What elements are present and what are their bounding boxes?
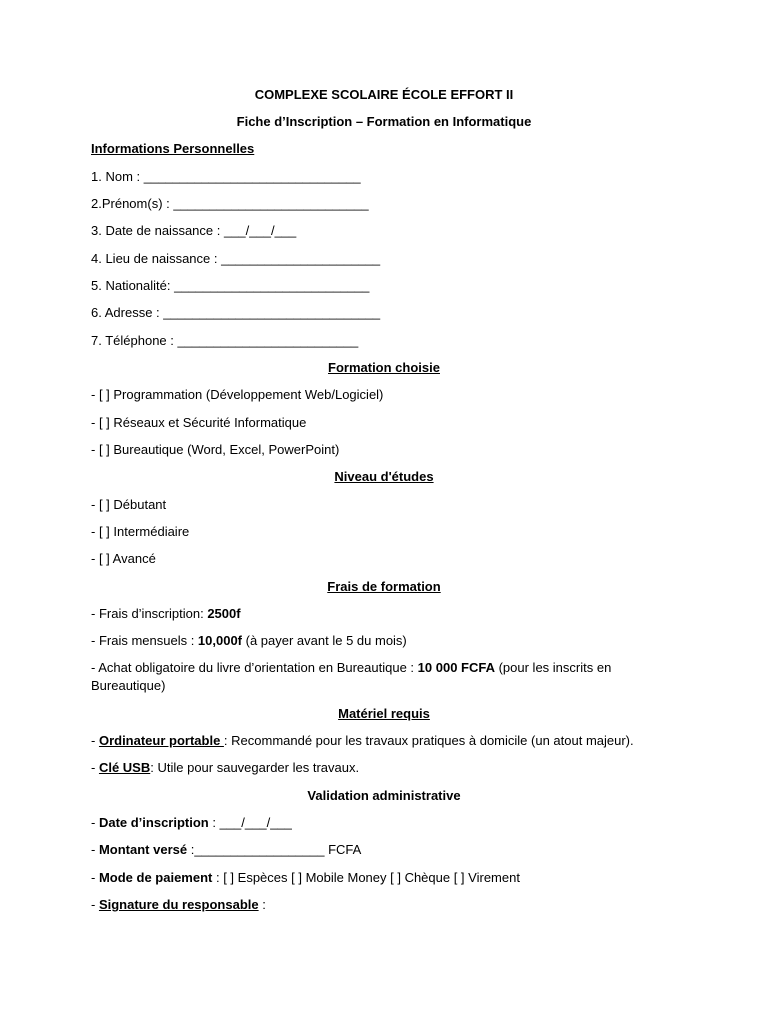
personal-info-heading: Informations Personnelles	[91, 141, 255, 156]
field-date-naissance: 3. Date de naissance : ___/___/___	[91, 223, 297, 238]
validation-montant-value: :__________________ FCFA	[187, 842, 362, 857]
validation-montant-label: Montant versé	[98, 842, 188, 857]
form-title: Fiche d’Inscription – Formation en Informatique	[236, 114, 532, 129]
materiel-cle-usb	[91, 760, 359, 776]
materiel-cle-prefix: -	[91, 760, 99, 775]
frais-inscription-value: 2500f	[207, 606, 241, 621]
field-nom: 1. Nom : ______________________________	[91, 169, 361, 184]
frais-inscription	[91, 606, 241, 622]
field-nationalite: 5. Nationalité: ___________________________	[91, 278, 370, 293]
validation-signature-value: :	[258, 897, 266, 912]
option-programmation: - [ ] Programmation (Développement Web/Logiciel)	[91, 387, 384, 402]
materiel-heading: Matériel requis	[338, 706, 430, 721]
validation-mode-value: : [ ] Espèces [ ] Mobile Money [ ] Chèque [ ] Virement	[212, 870, 520, 885]
option-debutant: - [ ] Débutant	[91, 497, 167, 512]
validation-mode: - Mode de paiement : [ ] Espèces [ ] Mobile Money [ ] Chèque [ ] Virement	[91, 870, 520, 885]
validation-date-label: Date d’inscription	[98, 815, 209, 830]
frais-livre-label: - Achat obligatoire du livre d’orientation en Bureautique :	[91, 660, 418, 675]
materiel-ordinateur-label: Ordinateur portable	[98, 733, 224, 748]
formation-heading: Formation choisie	[328, 360, 440, 375]
validation-montant: - Montant versé :__________________ FCFA	[91, 842, 362, 857]
materiel-ordinateur-prefix: -	[91, 733, 99, 748]
option-intermediaire: - [ ] Intermédiaire	[91, 524, 190, 539]
frais-livre	[91, 659, 651, 695]
frais-mensuels-note: (à payer avant le 5 du mois)	[242, 633, 407, 648]
frais-livre-note: (pour les inscrits en Bureautique)	[91, 660, 612, 693]
materiel-ordinateur	[91, 733, 634, 749]
frais-mensuels-value: 10,000f	[197, 633, 243, 648]
materiel-cle-label: Clé USB	[98, 760, 151, 775]
materiel-cle-text: : Utile pour sauvegarder les travaux.	[150, 760, 360, 775]
materiel-ordinateur-text: : Recommandé pour les travaux pratiques à domicile (un atout majeur).	[223, 733, 634, 748]
validation-mode-label: Mode de paiement	[98, 870, 213, 885]
frais-mensuels-label: - Frais mensuels :	[91, 633, 198, 648]
validation-heading: Validation administrative	[307, 788, 461, 803]
field-telephone: 7. Téléphone : _________________________	[91, 333, 359, 348]
option-bureautique: - [ ] Bureautique (Word, Excel, PowerPoint)	[91, 442, 340, 457]
field-lieu-naissance: 4. Lieu de naissance : ______________________	[91, 251, 381, 266]
frais-inscription-label: - Frais d’inscription:	[91, 606, 208, 621]
validation-date-value: : ___/___/___	[208, 815, 292, 830]
school-name: COMPLEXE SCOLAIRE ÉCOLE EFFORT II	[254, 87, 514, 102]
option-avance: - [ ] Avancé	[91, 551, 156, 566]
frais-livre-value: 10 000 FCFA	[417, 660, 495, 675]
validation-date: - Date d’inscription : ___/___/___	[91, 815, 292, 830]
frais-mensuels	[91, 633, 407, 649]
niveau-heading: Niveau d'études	[334, 469, 434, 484]
validation-signature-label: Signature du responsable	[98, 897, 259, 912]
option-reseaux: - [ ] Réseaux et Sécurité Informatique	[91, 415, 307, 430]
field-adresse: 6. Adresse : ______________________________	[91, 305, 381, 320]
field-prenom: 2.Prénom(s) : ___________________________	[91, 196, 369, 211]
validation-signature: - Signature du responsable :	[91, 897, 266, 912]
frais-heading: Frais de formation	[327, 579, 441, 594]
